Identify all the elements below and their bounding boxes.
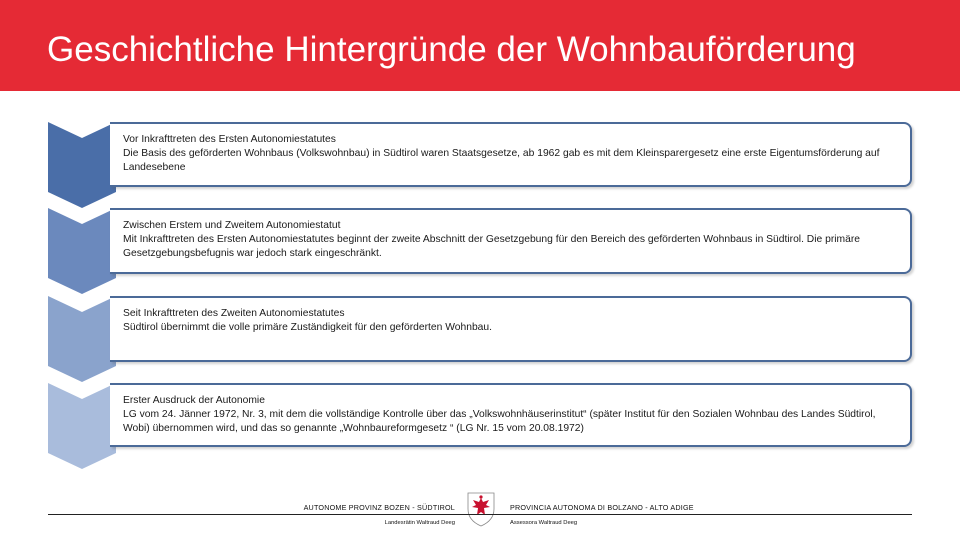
timeline-card-1 xyxy=(110,122,912,187)
eagle-crest-icon xyxy=(466,491,496,527)
card-1-body: Die Basis des geförderten Wohnbaus (Volkswohnbau) in Südtirol waren Staatsgesetze, ab 1962 gab es mit dem Kleinsparergesetz eine erste Eigentumsförderung auf Landesebene xyxy=(123,148,880,173)
chevron-3 xyxy=(48,296,116,382)
card-3-heading: Seit Inkrafttreten des Zweiten Autonomiestatutes xyxy=(123,308,345,319)
chevron-3-shape xyxy=(48,296,116,382)
chevron-2 xyxy=(48,208,116,294)
chevron-2-shape xyxy=(48,208,116,294)
card-1-heading: Vor Inkrafttreten des Ersten Autonomiestatutes xyxy=(123,134,336,145)
card-3-body: Südtirol übernimmt die volle primäre Zuständigkeit für den geförderten Wohnbau. xyxy=(123,322,492,333)
footer-councillor-it: Assessora Waltraud Deeg xyxy=(510,520,578,526)
chevron-4-shape xyxy=(48,383,116,469)
chevron-4 xyxy=(48,383,116,469)
footer-councillor-de: Landesrätin Waltraud Deeg xyxy=(384,520,455,526)
card-4-body: LG vom 24. Jänner 1972, Nr. 3, mit dem die vollständige Kontrolle über das „Volkswohnhäuserinstitut“ (später Institut für den Sozialen Wohnbau des Landes Südtirol, Wobi) übernommen wird, und das so genannte „Wohnbaureformgesetz “ (LG Nr. 15 vom 20.08.1972) xyxy=(123,409,876,434)
title-bar xyxy=(0,0,960,91)
footer-province-it: PROVINCIA AUTONOMA DI BOLZANO - ALTO ADIGE xyxy=(510,503,694,512)
footer-divider xyxy=(48,514,912,515)
slide-title: Geschichtliche Hintergründe der Wohnbauförderung xyxy=(47,30,856,69)
card-4-heading: Erster Ausdruck der Autonomie xyxy=(123,395,265,406)
timeline-card-3 xyxy=(110,296,912,362)
chevron-1-shape xyxy=(48,122,116,208)
timeline-card-2 xyxy=(110,208,912,274)
timeline-card-4 xyxy=(110,383,912,447)
footer-province-de: AUTONOME PROVINZ BOZEN - SÜDTIROL xyxy=(303,503,455,512)
chevron-1 xyxy=(48,122,116,208)
card-2-heading: Zwischen Erstem und Zweitem Autonomiestatut xyxy=(123,220,341,231)
card-2-body: Mit Inkrafttreten des Ersten Autonomiestatutes beginnt der zweite Abschnitt der Gesetzgebung für den Bereich des geförderten Wohnbaus in Südtirol. Die primäre Gesetzgebungsbefugnis war jedoch stark eingeschränkt. xyxy=(123,234,861,259)
